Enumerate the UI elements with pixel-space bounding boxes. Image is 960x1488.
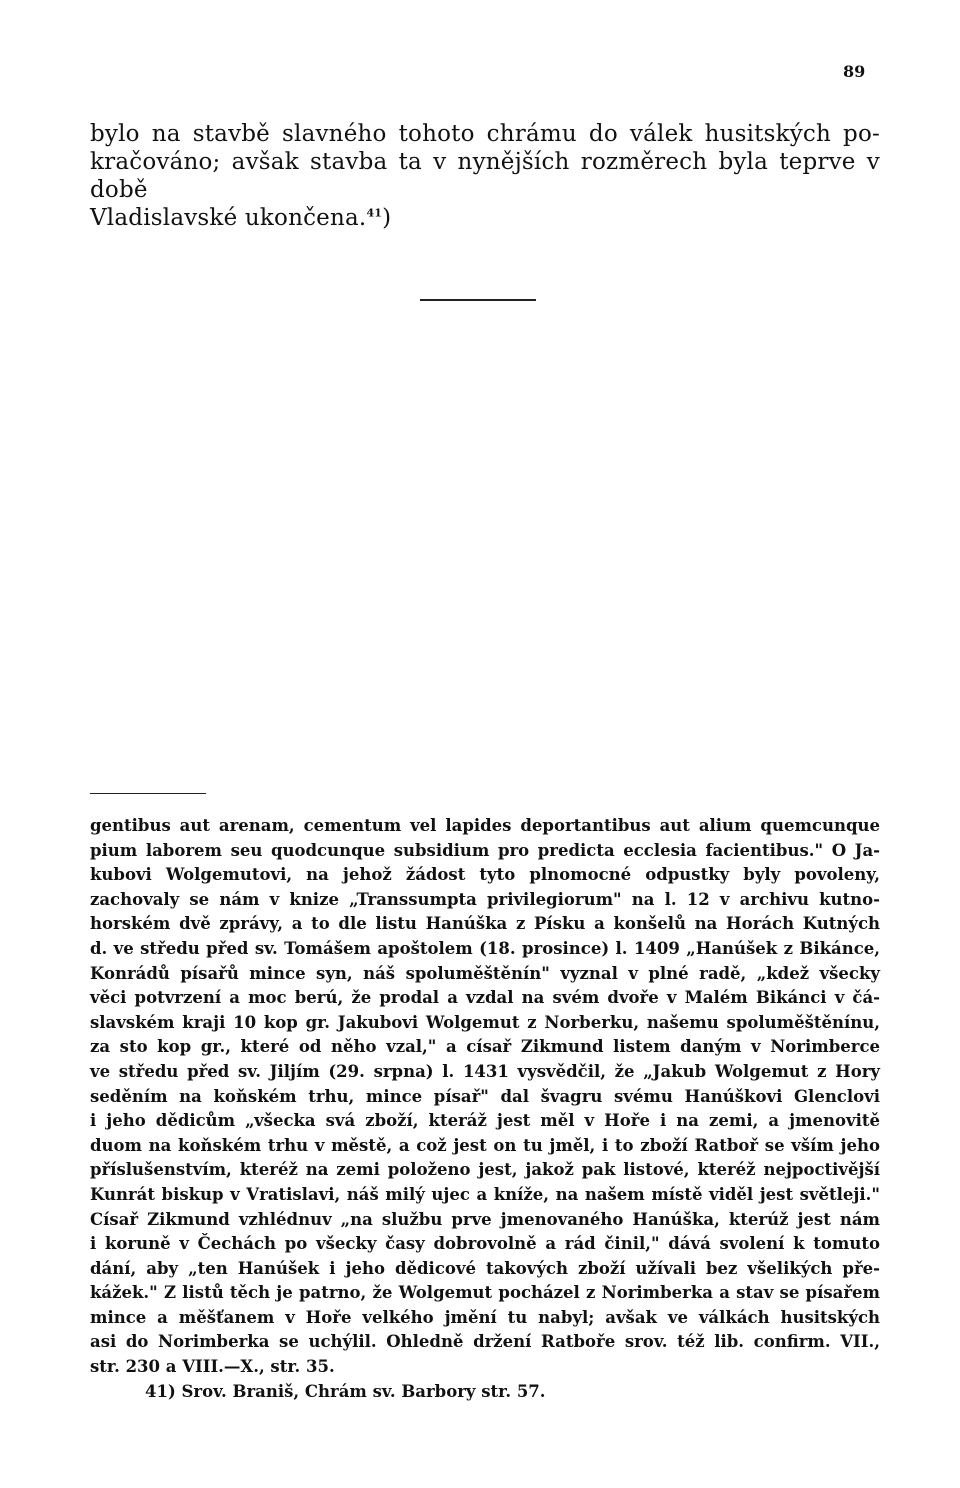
footnote-line: ve středu před sv. Jiljím (29. srpna) l. 1431 vysvědčil, že „Jakub Wolgemut z Hory xyxy=(90,1061,880,1081)
footnote-line: i jeho dědicům „všecka svá zboží, kteráž jest měl v Hoře i na zemi, a jmenovitě xyxy=(90,1111,880,1131)
main-text-line: kračováno; avšak stavba ta v nynějších rozměrech byla teprve v době xyxy=(90,149,880,203)
footnote-41: 41) Srov. Braniš, Chrám sv. Barbory str. 57. xyxy=(145,1381,546,1401)
footnote-reference[interactable]: 41 xyxy=(366,206,383,220)
footnote-line: za sto kop gr., které od něho vzal," a císař Zikmund listem daným v Norimberce xyxy=(90,1037,880,1057)
footnote-line: Konrádů písařů mince syn, náš spoluměštěnín" vyznal v plné radě, „kdež všecky xyxy=(90,963,880,983)
main-text xyxy=(90,120,880,232)
footnote-line: i koruně v Čechách po všecky časy dobrovolně a rád činil," dává svolení k tomuto xyxy=(90,1234,880,1254)
footnote-divider xyxy=(90,793,206,794)
footnote-line: kubovi Wolgemutovi, na jehož žádost tyto plnomocné odpustky byly povoleny, xyxy=(90,865,880,885)
footnote-line: Kunrát biskup v Vratislavi, náš milý ujec a kníže, na našem místě viděl jest světleji." xyxy=(90,1184,880,1204)
page-number: 89 xyxy=(843,62,866,81)
footnote-line: věci potvrzení a moc berú, že prodal a vzdal na svém dvoře v Malém Bikánci v čá- xyxy=(90,988,880,1008)
footnote-line: kážek." Z listů těch je patrno, že Wolgemut pocházel z Norimberka a stav se písařem xyxy=(90,1283,880,1303)
footnote-line: seděním na koňském trhu, mince písař" dal švagru svému Hanúškovi Glenclovi xyxy=(90,1086,880,1106)
footnote-line: mince a měšťanem v Hoře velkého jmění tu nabyl; avšak ve válkách husitských xyxy=(90,1307,880,1327)
footnote-line: dání, aby „ten Hanúšek i jeho dědicové takových zboží užívali bez všelikých pře- xyxy=(90,1258,880,1278)
main-text-line-last xyxy=(90,204,880,232)
footnotes xyxy=(90,814,880,1404)
footnote-line: asi do Norimberka se uchýlil. Ohledně držení Ratboře srov. též lib. confirm. VII., xyxy=(90,1332,880,1352)
footnote-line: str. 230 a VIII.—X., str. 35. xyxy=(90,1357,335,1377)
footnote-line: příslušenstvím, kteréž na zemi položeno jest, jakož pak listové, kteréž nejpoctivější xyxy=(90,1160,880,1180)
footnote-line: duom na koňském trhu v městě, a což jest on tu jměl, i to zboží Ratboř se vším jeho xyxy=(90,1135,880,1155)
main-text-line: bylo na stavbě slavného tohoto chrámu do válek husitských po- xyxy=(90,121,880,147)
footnote-line: gentibus aut arenam, cementum vel lapides deportantibus aut alium quemcunque xyxy=(90,816,880,835)
footnote-line: pium laborem seu quodcunque subsidium pro predicta ecclesia facientibus." O Ja- xyxy=(90,840,880,860)
footnote-reference-close: ) xyxy=(382,205,392,231)
section-divider xyxy=(420,299,536,301)
footnote-line: horském dvě zprávy, a to dle listu Hanúška z Písku a konšelů na Horách Kutných xyxy=(90,914,880,934)
footnote-line: Císař Zikmund vzhlédnuv „na službu prve jmenovaného Hanúška, kterúž jest nám xyxy=(90,1209,880,1229)
footnote-line: slavském kraji 10 kop gr. Jakubovi Wolgemut z Norberku, našemu spoluměštěnínu, xyxy=(90,1012,880,1032)
main-text-line: Vladislavské ukončena. xyxy=(90,205,367,231)
footnote-line: d. ve středu před sv. Tomášem apoštolem (18. prosince) l. 1409 „Hanúšek z Bikánce, xyxy=(90,938,880,958)
footnote-line: zachovaly se nám v knize „Transsumpta privilegiorum" na l. 12 v archivu kutno- xyxy=(90,889,880,909)
